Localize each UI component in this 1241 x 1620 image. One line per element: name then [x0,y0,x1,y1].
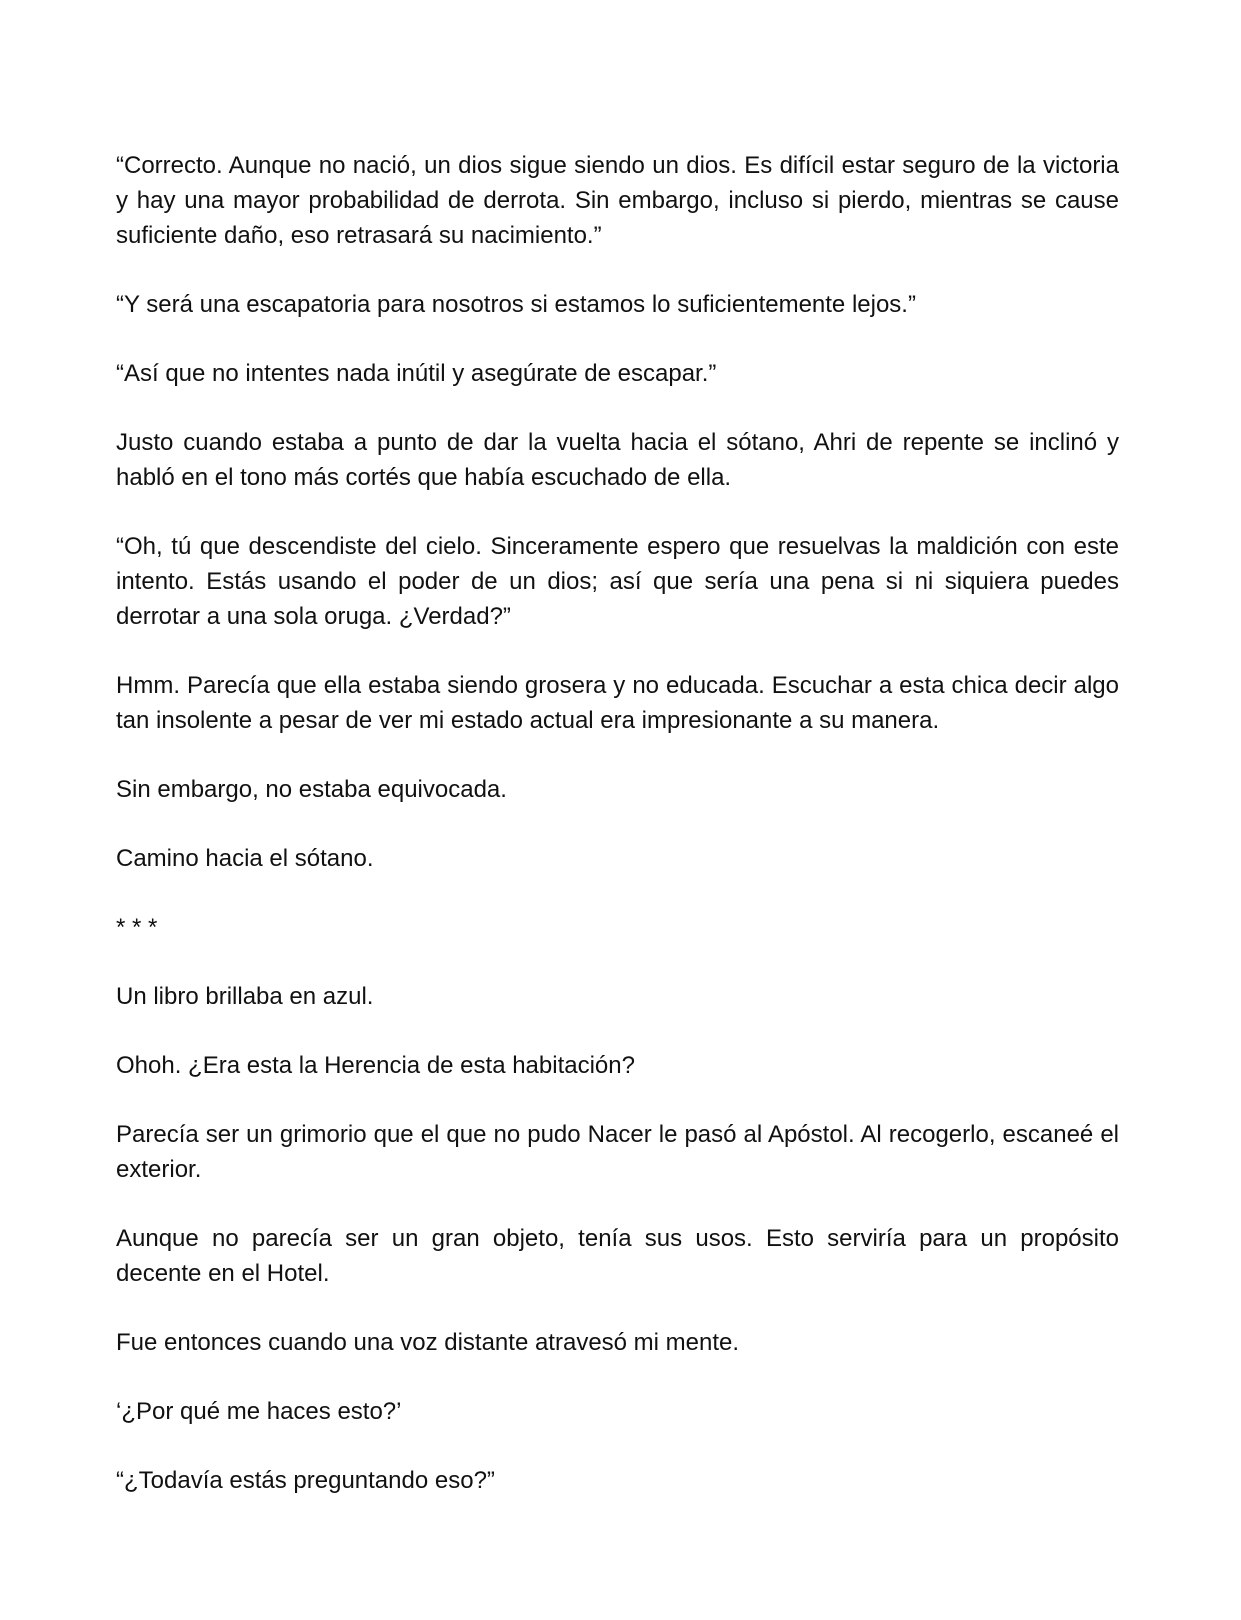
paragraph-10: Ohoh. ¿Era esta la Herencia de esta habitación? [116,1052,635,1079]
document-page [116,148,1119,1532]
paragraph-1: “Correcto. Aunque no nació, un dios sigue siendo un dios. Es difícil estar seguro de la victoria y hay una mayor probabilidad de derrota. Sin embargo, incluso si pierdo, mientras se cause suficiente daño, eso retrasará su nacimiento.” [116,152,1119,249]
paragraph-7: Sin embargo, no estaba equivocada. [116,776,507,803]
paragraph-15: “¿Todavía estás preguntando eso?” [116,1467,495,1494]
paragraph-2: “Y será una escapatoria para nosotros si estamos lo suficientemente lejos.” [116,291,916,318]
paragraph-3: “Así que no intentes nada inútil y asegúrate de escapar.” [116,360,717,387]
paragraph-12: Aunque no parecía ser un gran objeto, tenía sus usos. Esto serviría para un propósito decente en el Hotel. [116,1225,1119,1287]
paragraph-6: Hmm. Parecía que ella estaba siendo grosera y no educada. Escuchar a esta chica decir algo tan insolente a pesar de ver mi estado actual era impresionante a su manera. [116,672,1119,734]
paragraph-8: Camino hacia el sótano. [116,845,374,872]
scene-break: * * * [116,914,158,941]
paragraph-11: Parecía ser un grimorio que el que no pudo Nacer le pasó al Apóstol. Al recogerlo, escaneé el exterior. [116,1121,1119,1183]
paragraph-4: Justo cuando estaba a punto de dar la vuelta hacia el sótano, Ahri de repente se inclinó y habló en el tono más cortés que había escuchado de ella. [116,429,1119,491]
paragraph-14: ‘¿Por qué me haces esto?’ [116,1398,402,1425]
paragraph-5: “Oh, tú que descendiste del cielo. Sinceramente espero que resuelvas la maldición con este intento. Estás usando el poder de un dios; así que sería una pena si ni siquiera puedes derrotar a una sola oruga. ¿Verdad?” [116,533,1119,630]
paragraph-13: Fue entonces cuando una voz distante atravesó mi mente. [116,1329,740,1356]
paragraph-9: Un libro brillaba en azul. [116,983,374,1010]
